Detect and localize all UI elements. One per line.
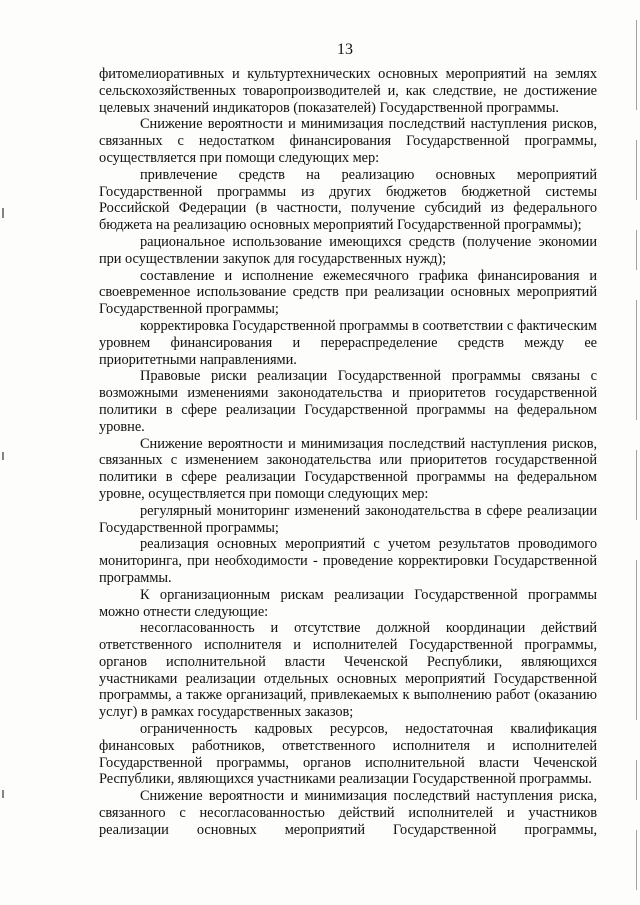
paragraph-12: несогласованность и отсутствие должной координации действий ответственного исполнителя и исполнителей Государственной программы, органов исполнительной власти Чеченской Республики, являющихся участниками реализации отдельных основных мероприятий Государственной программы, а также организаций, привлекаемых к выполнению работ (оказанию услуг) в рамках государственных заказов; — [99, 620, 597, 721]
paragraph-5: составление и исполнение ежемесячного графика финансирования и своевременное использование средств при реализации основных мероприятий Государственной программы; — [99, 267, 597, 318]
scan-left-mark — [2, 790, 4, 798]
body-text — [99, 66, 597, 839]
paragraph-1: фитомелиоративных и культуртехнических основных мероприятий на землях сельскохозяйственных товаропроизводителей и, как следствие, не достижение целевых значений индикаторов (показателей) Государственной программы. — [99, 66, 597, 116]
paragraph-10: реализация основных мероприятий с учетом результатов проводимого мониторинга, при необходимости - проведение корректировки Государственной программы. — [99, 536, 597, 586]
paragraph-11: К организационным рискам реализации Государственной программы можно отнести следующие: — [99, 586, 597, 620]
paragraph-7: Правовые риски реализации Государственной программы связаны с возможными изменениями законодательства и приоритетов государственной политики в сфере реализации Государственной программы на федеральном уровне. — [99, 368, 597, 435]
paragraph-6: корректировка Государственной программы в соответствии с фактическим уровнем финансирования и перераспределение средств между ее приоритетными направлениями. — [99, 317, 597, 368]
paragraph-2: Снижение вероятности и минимизация последствий наступления рисков, связанных с недостатком финансирования Государственной программы, осуществляется при помощи следующих мер: — [99, 116, 597, 166]
paragraph-8: Снижение вероятности и минимизация последствий наступления рисков, связанных с изменением законодательства или приоритетов государственной политики в сфере реализации Государственной программы на федеральном уровне, осуществляется при помощи следующих мер: — [99, 435, 597, 502]
paragraph-4: рациональное использование имеющихся средств (получение экономии при осуществлении закупок для государственных нужд); — [99, 233, 597, 267]
scan-left-mark — [2, 208, 4, 218]
page-number: 13 — [337, 41, 353, 58]
paragraph-14: Снижение вероятности и минимизация последствий наступления риска, связанного с несогласованностью действий исполнителей и участников реализации основных мероприятий Государственной программы, — [99, 788, 597, 838]
scan-left-mark — [2, 452, 4, 460]
paragraph-3: привлечение средств на реализацию основных мероприятий Государственной программы из других бюджетов бюджетной системы Российской Федерации (в частности, получение субсидий из федерального бюджета на реализацию основных мероприятий Государственной программы); — [99, 166, 597, 234]
paragraph-13: ограниченность кадровых ресурсов, недостаточная квалификация финансовых работников, ответственного исполнителя и исполнителей Государственной программы, органов исполнительной власти Чеченской Республики, являющихся участниками реализации Государственной программы. — [99, 721, 597, 788]
scan-edge-artifact — [626, 0, 640, 905]
last-paragraph-wrapper — [99, 788, 597, 838]
paragraph-9: регулярный мониторинг изменений законодательства в сфере реализации Государственной программы; — [99, 502, 597, 536]
